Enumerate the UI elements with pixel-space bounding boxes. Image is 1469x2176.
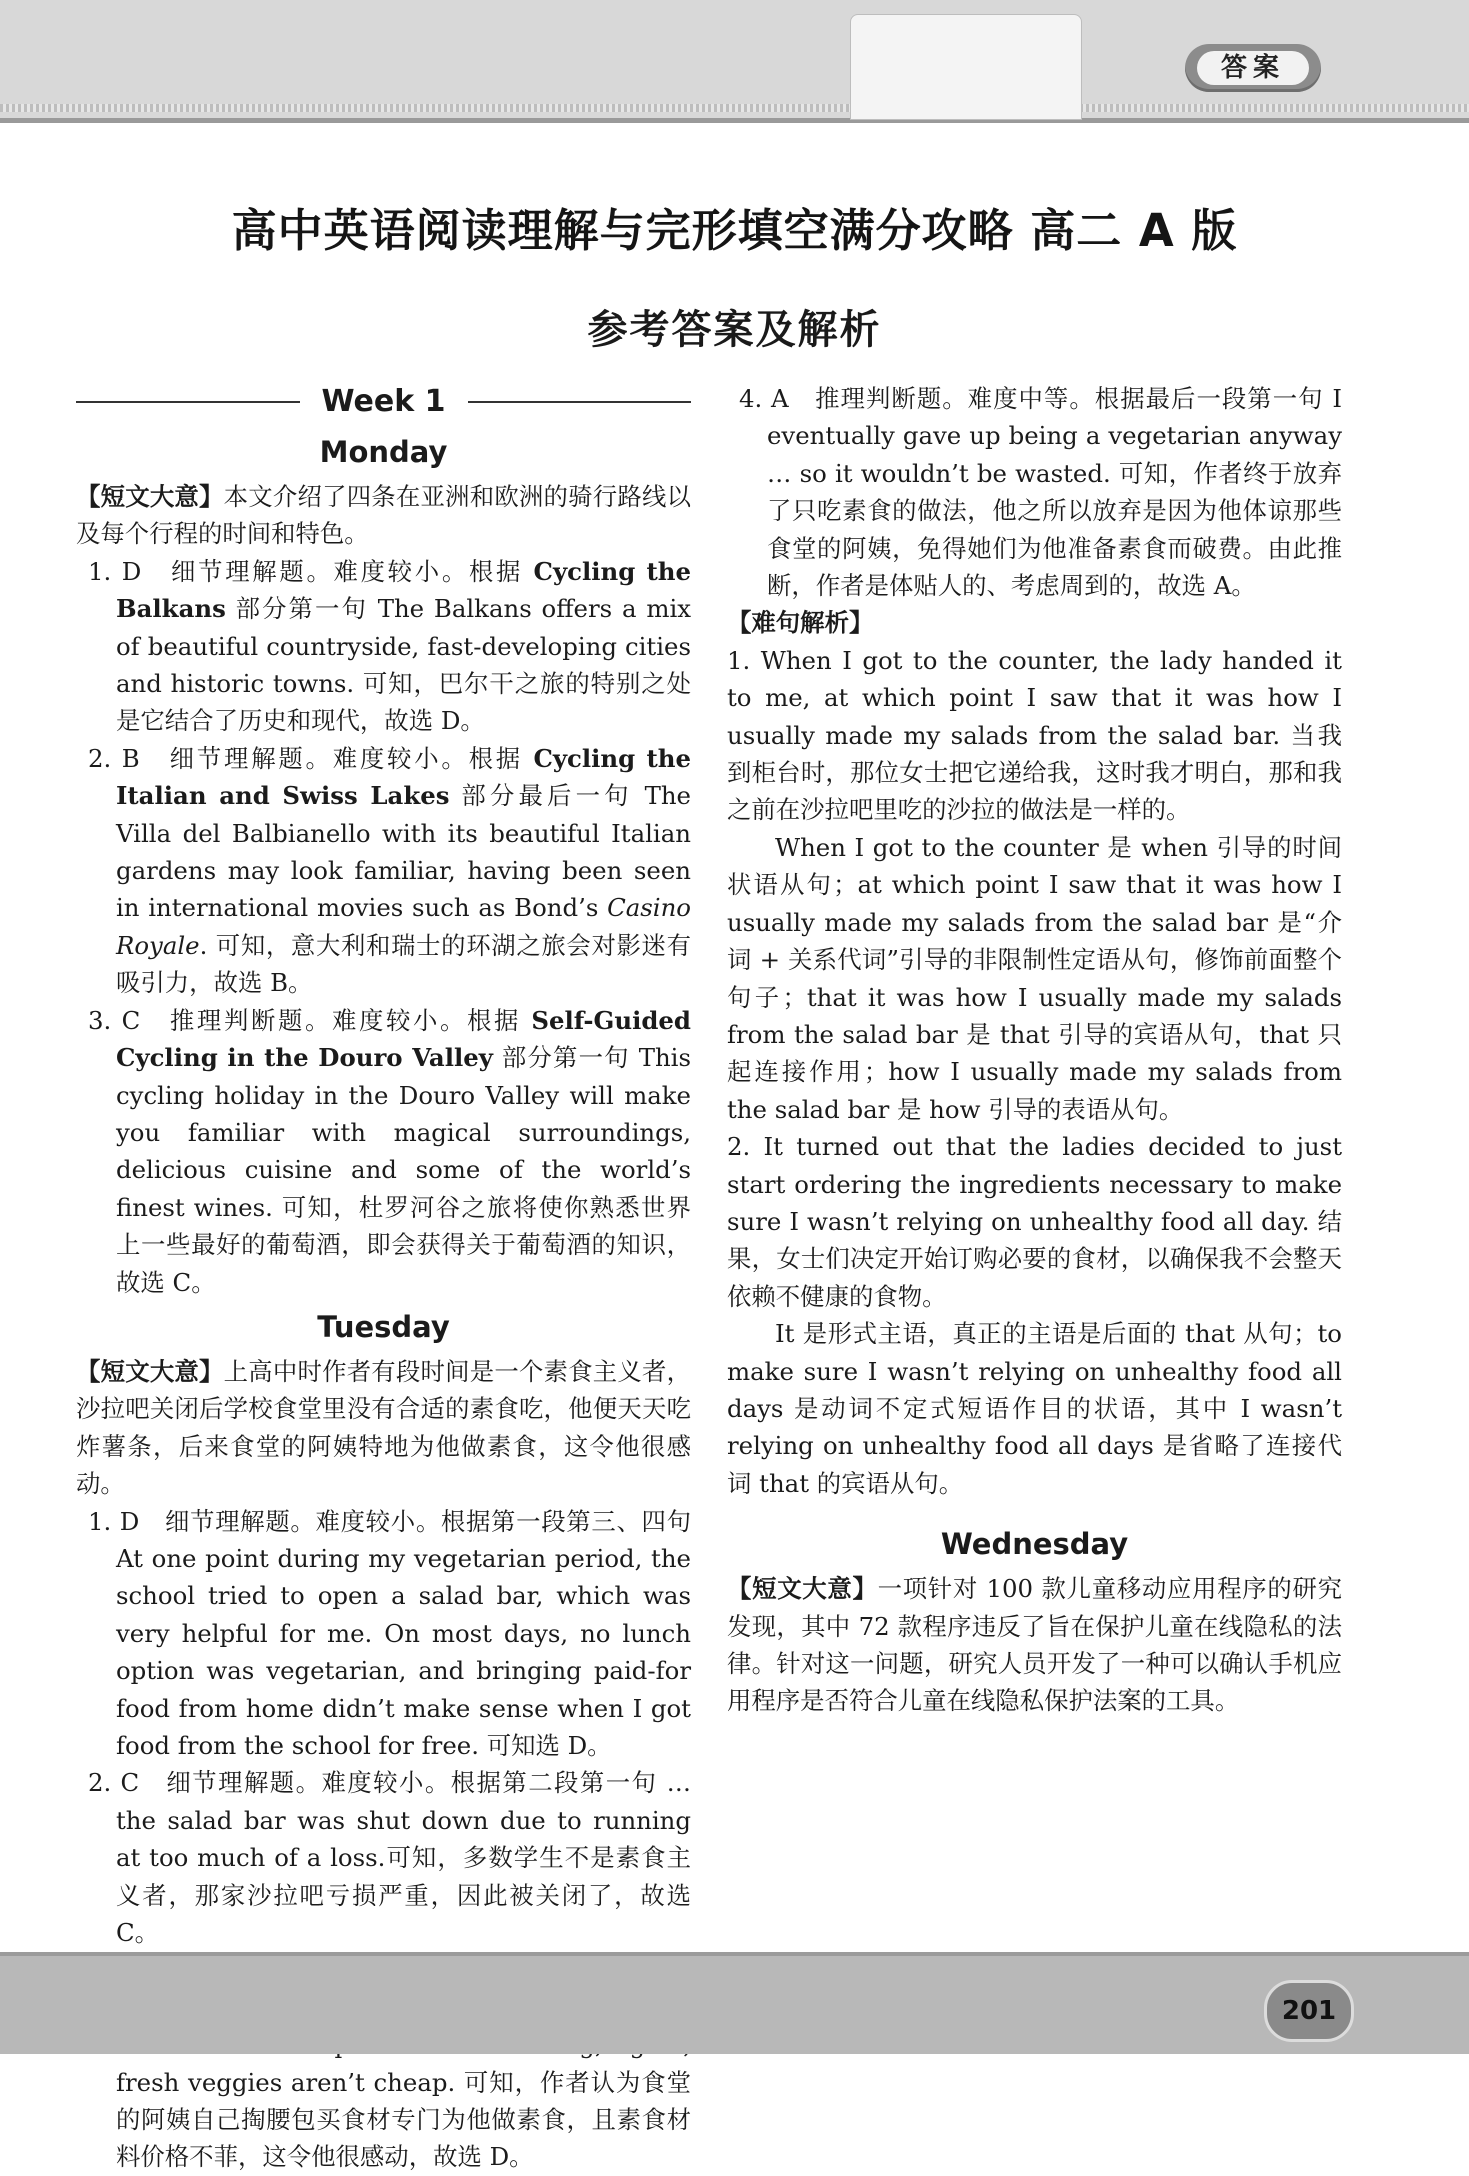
section-subtitle: 参考答案及解析 [587,306,882,353]
week-title: Week 1 [321,384,446,420]
book-title: 高中英语阅读理解与完形填空满分攻略 高二 A 版 [231,204,1238,257]
answer-text: 2. B 细节理解题。难度较小。根据 [88,743,534,773]
hard-sentence-2: 2. It turned out that the ladies decided to just start ordering the ingredients necessary to make sure I wasn’t relying on unhealthy food all day. 结果，女士们决定开始订购必要的食材，以确保我不会整天依赖不健康的食物。 [727,1132,1342,1311]
tuesday-summary [76,1353,691,1503]
answer-label [1185,44,1321,92]
wednesday-summary [727,1570,1342,1720]
monday-answer-1 [76,553,691,740]
hard-sentence-1: 1. When I got to the counter, the lady handed it to me, at which point I saw that it was how I usually made my salads from the salad bar. 当我到柜台时，那位女士把它递给我，这时我才明白，那和我之前在沙拉吧里吃的沙拉的做法是一样的。 [727,645,1342,825]
summary-tag: 【短文大意】 [76,482,224,511]
movie-title: Casino Royale [116,893,691,960]
left-column [76,380,691,2176]
answer-label-text: 答案 [1197,51,1309,85]
answer-text: 部分第一句 This cycling holiday in the Douro Valley will make you familiar with magical surroundings, delicious cuisine and some of the world’s finest wines. 可知，杜罗河谷之旅将使你熟悉世界上一些最好的葡萄酒，即会获得关于葡萄酒的知识，故选 C。 [116,1043,691,1297]
tuesday-answer-2: 2. C 细节理解题。难度较小。根据第二段第一句 … the salad bar was shut down due to running at too much of a loss.可知，多数学生不是素食主义者，那家沙拉吧亏损严重，因此被关闭了，故选 C。 [88,1768,691,1948]
day-heading-wednesday: Wednesday [940,1527,1129,1562]
week-rule-left [76,401,300,403]
footer-band [0,1952,1469,2054]
answer-text: . 可知，意大利和瑞士的环湖之旅会对影迷有吸引力，故选 B。 [116,930,691,998]
answer-section-name: Self-Guided Cycling in the Douro Valley [116,1005,691,1073]
hard-sentence-2-note: It 是形式主语，真正的主语是后面的 that 从句；to make sure I wasn’t relying on unhealthy food all days 是动词不定式短语作目的状语，其中 I wasn’t relying on unhealthy food all days 是省略了连接代词 that 的宾语从句。 [727,1319,1342,1498]
day-heading-tuesday: Tuesday [317,1309,450,1344]
summary-text: 本文介绍了四条在亚洲和欧洲的骑行路线以及每个行程的时间和特色。 [76,482,691,549]
answer-text: 部分最后一句 The Villa del Balbianello with its beautiful Italian gardens may look familiar, having been seen in international movies such as Bond’s [116,781,691,923]
answer-text: 1. D 细节理解题。难度较小。根据 [88,556,534,586]
answer-text: 部分第一句 The Balkans offers a mix of beautiful countryside, fast-developing cities and historic towns. 可知，巴尔干之旅的特别之处是它结合了历史和现代，故选 D。 [116,594,691,736]
answer-section-name: Cycling the Balkans [116,556,692,624]
day-heading-monday: Monday [319,435,448,469]
right-column [727,380,1342,1720]
summary-tag: 【短文大意】 [727,1574,878,1604]
header-tab [850,14,1082,120]
tuesday-answer-3: fresh veggies aren’t cheap. 可知，作者认为食堂的阿姨自己掏腰包买食材专门为他做素食，且素食材料价格不菲，这令他很感动，故选 D。 [116,2067,691,2172]
answer-section-name: Cycling the Italian and Swiss Lakes [116,743,691,811]
tuesday-answer-1: 1. D 细节理解题。难度较小。根据第一段第三、四句 At one point during my vegetarian period, the school tried to open a salad bar, which was very helpful for me. On most days, no lunch option was vegetarian, and bringing paid-for food from home didn’t make sense when I got food from the school for free. 可知选 D。 [88,1506,691,1760]
summary-tag: 【短文大意】 [76,1356,224,1386]
summary-text: 一项针对 100 款儿童移动应用程序的研究发现，其中 72 款程序违反了旨在保护儿童在线隐私的法律。针对这一问题，研究人员开发了一种可以确认手机应用程序是否符合儿童在线隐私保护法案的工具。 [727,1574,1342,1716]
hard-sentence-1-note: When I got to the counter 是 when 引导的时间状语从句；at which point I saw that it was how I usually made my salads from the salad bar 是“介词 + 关系代词”引导的非限制性定语从句，修饰前面整个句子；that it was how I usually made my salads from the salad bar 是 that 引导的宾语从句，that 只起连接作用；how I usually made my salads from the salad bar 是 how 引导的表语从句。 [727,832,1342,1124]
tuesday-answer-4: 4. A 推理判断题。难度中等。根据最后一段第一句 I eventually gave up being a vegetarian anyway … so it wouldn’t be wasted. 可知，作者终于放弃了只吃素食的做法，他之所以放弃是因为他体谅那些食堂的阿姨，免得她们为他准备素食而破费。由此推断，作者是体贴人的、考虑周到的，故选 A。 [739,384,1342,601]
week-heading [76,380,691,424]
answer-text: 3. C 推理判断题。难度较小。根据 [88,1005,532,1035]
monday-answer-2 [76,740,691,1002]
monday-answer-3 [76,1002,691,1301]
week-rule-right [468,401,692,403]
hard-sentence-tag: 【难句解析】 [727,608,874,638]
summary-text: 上高中时作者有段时间是一个素食主义者，沙拉吧关闭后学校食堂里没有合适的素食吃，他便天天吃炸薯条，后来食堂的阿姨特地为他做素食，这令他很感动。 [76,1356,691,1499]
monday-summary [76,478,691,553]
page-number: 201 [1264,1980,1354,2042]
